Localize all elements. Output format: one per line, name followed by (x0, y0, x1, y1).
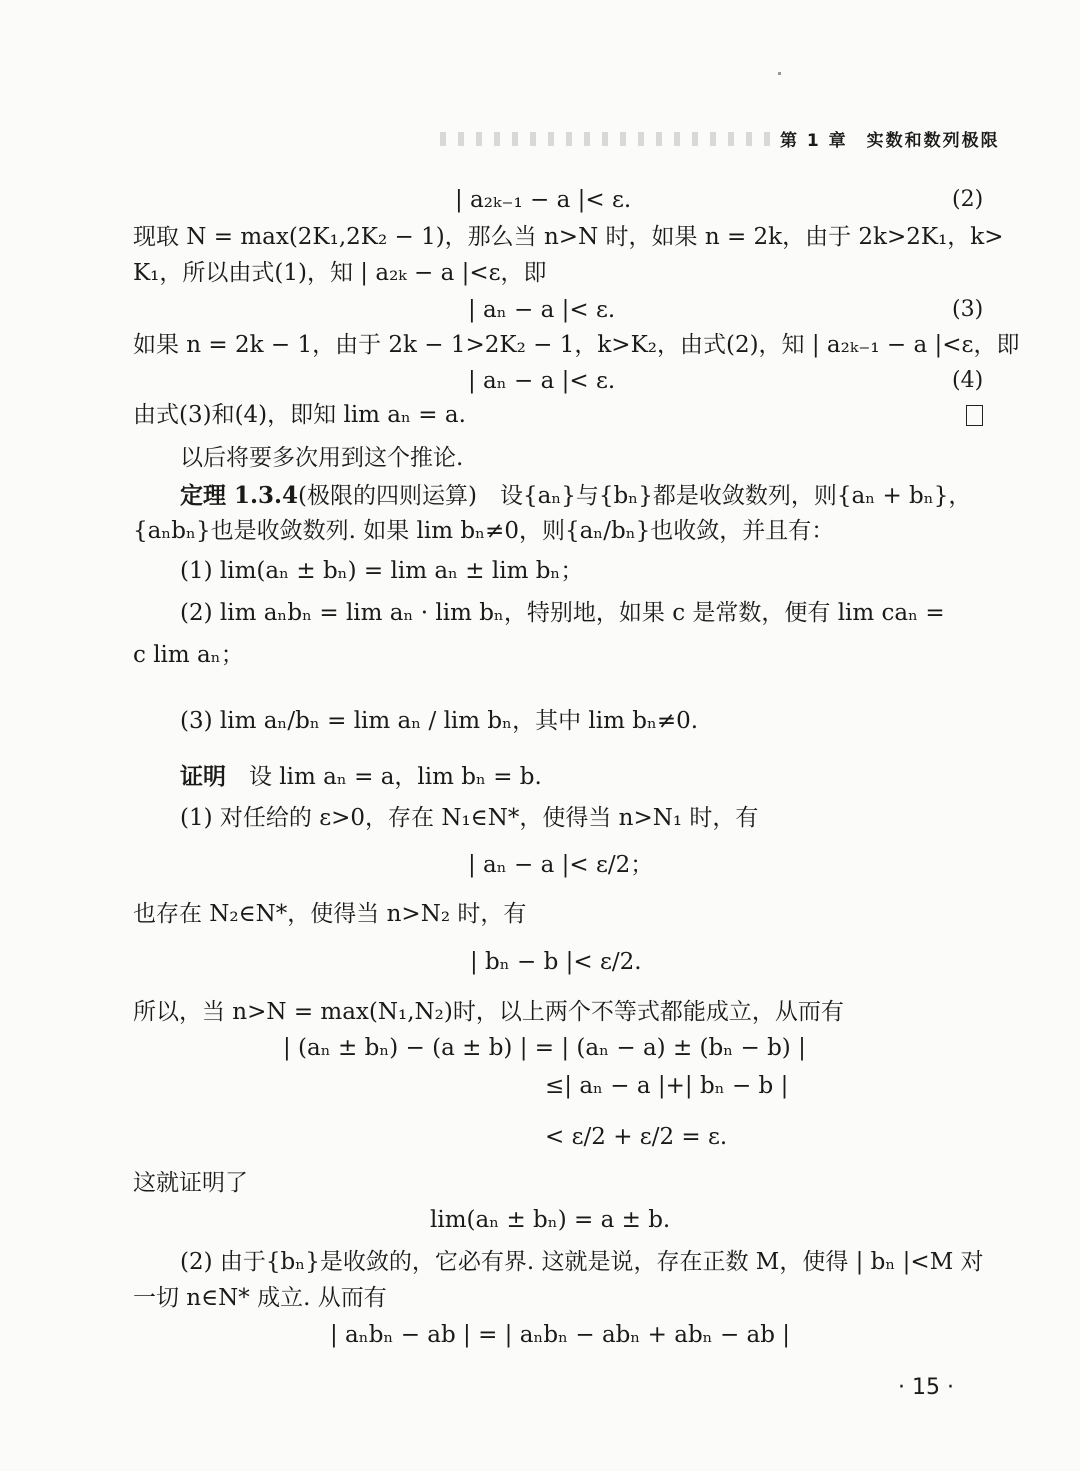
theorem-text: (极限的四则运算) 设{aₙ}与{bₙ}都是收敛数列，则{aₙ + bₙ}， (298, 483, 972, 509)
proof-line (180, 762, 542, 792)
qed-box-icon (966, 405, 983, 426)
limit-rule-3: (3) lim aₙ/bₙ = lim aₙ / lim bₙ，其中 lim bₙ≠0. (180, 708, 699, 734)
text-line: c lim aₙ； (133, 642, 244, 668)
limit-rule-2: (2) lim aₙbₙ = lim aₙ · lim bₙ，特别地，如果 c 是常数，便有 lim caₙ = (180, 600, 945, 626)
equation: < ε/2 + ε/2 = ε. (545, 1124, 728, 1150)
inequality: | aₙ − a |< ε/2； (468, 852, 654, 878)
equation-2: | a₂ₖ₋₁ − a |< ε. (455, 187, 632, 213)
proof-text: 设 lim aₙ = a，lim bₙ = b. (249, 764, 542, 790)
text-line: K₁，所以由式(1)，知 | a₂ₖ − a |<ε，即 (133, 260, 547, 286)
text-line: (2) 由于{bₙ}是收敛的，它必有界. 这就是说，存在正数 M，使得 | bₙ |<M 对 (180, 1249, 984, 1275)
equation-number-2: (2) (952, 187, 984, 212)
running-header: 第 1 章 实数和数列极限 (780, 131, 1000, 151)
equation: lim(aₙ ± bₙ) = a ± b. (430, 1207, 671, 1233)
text-line: 一切 n∈N* 成立. 从而有 (133, 1285, 387, 1311)
scan-speck (778, 72, 781, 75)
text-line: 所以，当 n>N = max(N₁,N₂)时，以上两个不等式都能成立，从而有 (133, 999, 844, 1025)
header-rule (440, 132, 770, 146)
inequality: | bₙ − b |< ε/2. (470, 949, 642, 975)
limit-rule-1: (1) lim(aₙ ± bₙ) = lim aₙ ± lim bₙ； (180, 558, 584, 584)
proof-label: 证明 (180, 763, 226, 790)
text-line: 如果 n = 2k − 1，由于 2k − 1>2K₂ − 1，k>K₂，由式(2)，知 | a₂ₖ₋₁ − a |<ε，即 (133, 332, 1020, 358)
equation: ≤| aₙ − a |+| bₙ − b | (545, 1073, 789, 1099)
equation-3: | aₙ − a |< ε. (468, 297, 616, 323)
page-number: · 15 · (898, 1375, 954, 1400)
equation-number-3: (3) (952, 297, 984, 322)
theorem-label: 定理 1.3.4 (180, 482, 299, 509)
equation: | aₙbₙ − ab | = | aₙbₙ − abₙ + abₙ − ab | (330, 1322, 791, 1348)
text-line: 也存在 N₂∈N*，使得当 n>N₂ 时，有 (133, 901, 527, 927)
text-line: {aₙbₙ}也是收敛数列. 如果 lim bₙ≠0，则{aₙ/bₙ}也收敛，并且有： (133, 518, 835, 544)
text-line: 现取 N = max(2K₁,2K₂ − 1)，那么当 n>N 时，如果 n = 2k，由于 2k>2K₁，k> (133, 224, 1004, 250)
equation-number-4: (4) (952, 368, 984, 393)
text-line: 由式(3)和(4)，即知 lim aₙ = a. (133, 402, 466, 428)
text-line: 以后将要多次用到这个推论. (180, 445, 464, 471)
text-line: 这就证明了 (133, 1170, 248, 1196)
equation: | (aₙ ± bₙ) − (a ± b) | = | (aₙ − a) ± (bₙ − b) | (283, 1035, 806, 1061)
text-line: (1) 对任给的 ε>0，存在 N₁∈N*，使得当 n>N₁ 时，有 (180, 805, 759, 831)
theorem-line (180, 481, 971, 511)
equation-4: | aₙ − a |< ε. (468, 368, 616, 394)
